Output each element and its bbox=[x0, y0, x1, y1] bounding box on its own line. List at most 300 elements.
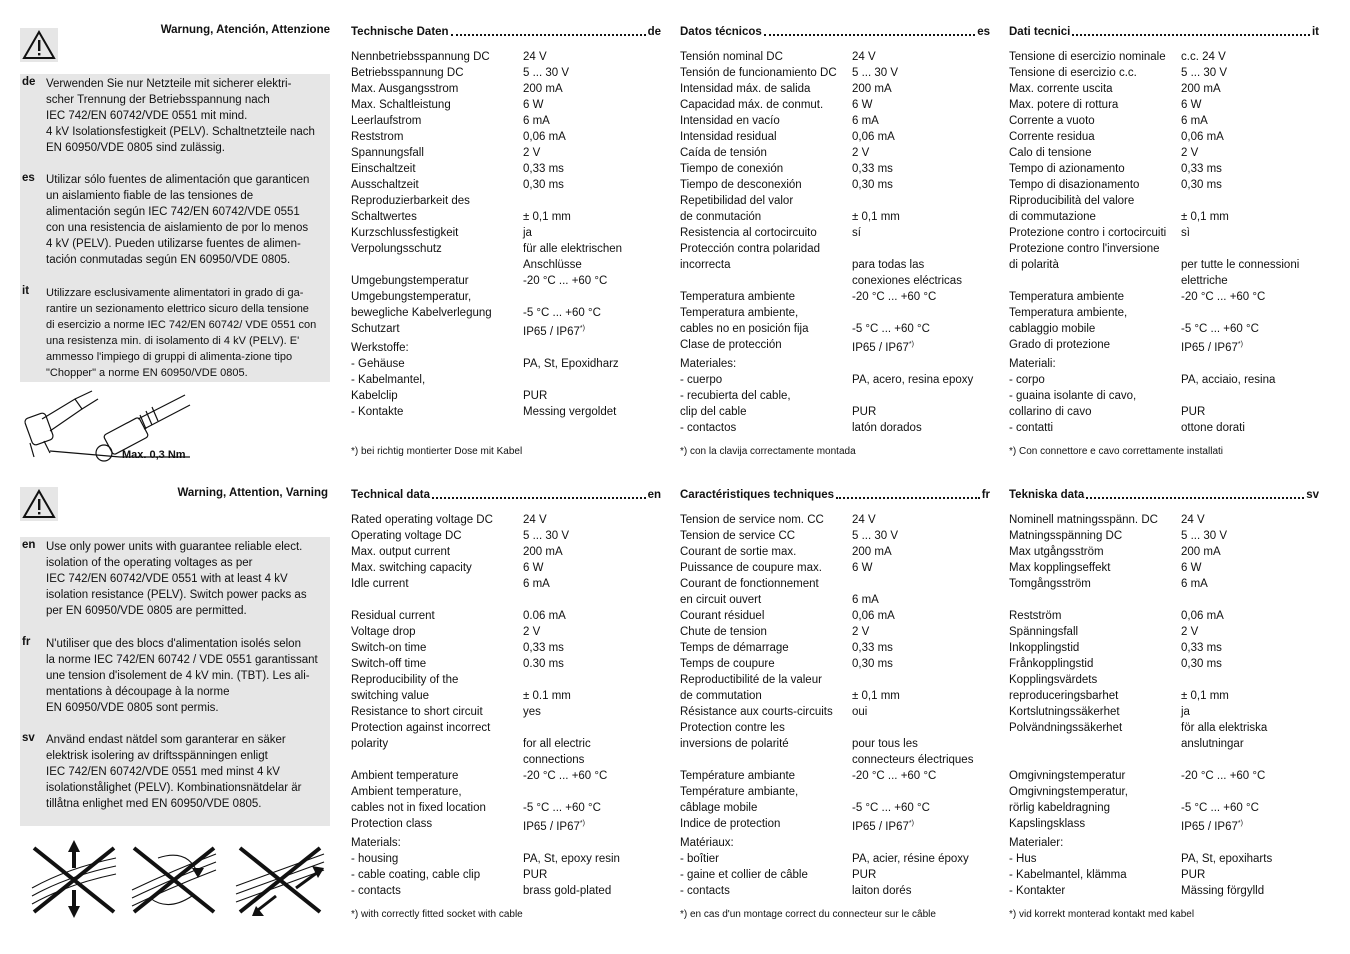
spec-value: PA, St, Epoxidharz bbox=[523, 357, 619, 370]
spec-label: - cable coating, cable clip bbox=[351, 868, 481, 881]
spec-row bbox=[1009, 49, 1319, 65]
spec-row bbox=[680, 883, 990, 899]
spec-row bbox=[351, 883, 661, 899]
spec-label: Tension de service nom. CC bbox=[680, 514, 824, 526]
spec-value: för alla elektriska anslutningar bbox=[1181, 722, 1268, 750]
spec-row bbox=[1009, 193, 1319, 225]
spec-value: 0,06 mA bbox=[852, 131, 895, 143]
lang-code: fr bbox=[22, 636, 31, 648]
spec-label: Tensione di esercizio nominale bbox=[1009, 51, 1166, 63]
spec-value: 6 W bbox=[523, 562, 544, 574]
footnote-de: *) bei richtig montierter Dose mit Kabel bbox=[351, 446, 523, 457]
spec-label: Courant résiduel bbox=[680, 610, 765, 622]
spec-row bbox=[1009, 883, 1319, 899]
spec-value: ottone dorati bbox=[1181, 421, 1245, 434]
spec-row bbox=[351, 592, 661, 608]
spec-row bbox=[351, 404, 661, 420]
spec-label: Indice de protection bbox=[680, 818, 781, 830]
spec-row bbox=[351, 640, 661, 656]
spec-row bbox=[1009, 356, 1319, 372]
spec-label: Rated operating voltage DC bbox=[351, 514, 493, 526]
spec-value: 0,30 ms bbox=[1181, 658, 1222, 670]
warning-sv bbox=[22, 732, 330, 812]
spec-value: 6 W bbox=[1181, 562, 1202, 574]
spec-row bbox=[680, 356, 990, 372]
tech-data-es bbox=[680, 24, 990, 436]
spec-row bbox=[351, 177, 661, 193]
spec-label: Max. corrente uscita bbox=[1009, 83, 1113, 95]
spec-value: 24 V bbox=[1181, 514, 1205, 526]
tech-data-title bbox=[1009, 487, 1319, 503]
spec-label: Resistance to short circuit bbox=[351, 706, 483, 718]
spec-label: - Gehäuse bbox=[351, 357, 405, 370]
spec-label: - contatti bbox=[1009, 421, 1054, 434]
spec-label: Courant de sortie max. bbox=[680, 546, 797, 558]
spec-row bbox=[1009, 560, 1319, 576]
spec-value: -20 °C ... +60 °C bbox=[523, 275, 608, 287]
spec-label: Ausschaltzeit bbox=[351, 179, 419, 191]
spec-row bbox=[351, 672, 661, 704]
spec-label: Protezione contro i cortocircuiti bbox=[1009, 227, 1167, 239]
spec-row bbox=[351, 49, 661, 65]
spec-value: 200 mA bbox=[523, 546, 563, 558]
leader-dots bbox=[432, 487, 646, 499]
spec-row bbox=[351, 372, 661, 404]
spec-row bbox=[351, 193, 661, 225]
spec-label: - recubierta del cable, clip del cable bbox=[680, 389, 791, 418]
spec-value: -20 °C ... +60 °C bbox=[852, 770, 937, 782]
spec-row bbox=[680, 145, 990, 161]
spec-label: Max. potere di rottura bbox=[1009, 99, 1119, 111]
spec-label: Temps de coupure bbox=[680, 658, 775, 670]
spec-row bbox=[1009, 867, 1319, 883]
spec-row bbox=[1009, 640, 1319, 656]
warning-text: Använd endast nätdel som garanterar en säker elektrisk isolering av driftsspänningen enligt IEC 742/EN 60742/VDE 0551 med minst 4 kV isolationstålighet (PELV). Kombinationsnätdelar är tillåtna enlighet med EN 60950/VDE 0805. bbox=[46, 734, 302, 810]
leader-dots bbox=[1072, 24, 1310, 36]
spec-value: PUR bbox=[1181, 405, 1206, 418]
footnote-fr: *) en cas d'un montage correct du connecteur sur le câble bbox=[680, 909, 936, 920]
spec-value: -5 °C ... +60 °C bbox=[852, 323, 930, 335]
spec-value: -20 °C ... +60 °C bbox=[523, 770, 608, 782]
spec-row bbox=[351, 161, 661, 177]
lang-code: de bbox=[22, 76, 36, 88]
spec-value: -5 °C ... +60 °C bbox=[1181, 802, 1259, 814]
spec-row bbox=[351, 624, 661, 640]
spec-label: Polvändningssäkerhet bbox=[1009, 722, 1123, 734]
spec-label: Materiali: bbox=[1009, 357, 1056, 370]
spec-value: -20 °C ... +60 °C bbox=[1181, 291, 1266, 303]
lang-code: de bbox=[647, 26, 661, 38]
spec-value: 2 V bbox=[523, 147, 541, 159]
spec-label: Repetibilidad del valor de conmutación bbox=[680, 195, 794, 223]
spec-value: per tutte le connessioni elettriche bbox=[1181, 259, 1300, 287]
lang-code: it bbox=[1311, 26, 1319, 38]
spec-row bbox=[351, 608, 661, 624]
spec-label: - cuerpo bbox=[680, 373, 723, 386]
warning-title-top: Warnung, Atención, Attenzione bbox=[160, 24, 330, 36]
spec-label: Nennbetriebsspannung DC bbox=[351, 51, 490, 63]
spec-row bbox=[680, 640, 990, 656]
spec-value: c.c. 24 V bbox=[1181, 51, 1226, 63]
tech-data-sv bbox=[1009, 487, 1319, 899]
spec-label: Max utgångsström bbox=[1009, 546, 1104, 558]
spec-value: 0,06 mA bbox=[1181, 610, 1224, 622]
spec-label: Einschaltzeit bbox=[351, 163, 416, 175]
spec-value: 6 W bbox=[852, 562, 873, 574]
spec-label: Calo di tensione bbox=[1009, 147, 1092, 159]
tech-data-it bbox=[1009, 24, 1319, 436]
warning-it bbox=[22, 285, 330, 381]
spec-label: Resistencia al cortocircuito bbox=[680, 227, 817, 239]
spec-row bbox=[680, 576, 990, 608]
spec-value: PUR bbox=[1181, 868, 1206, 881]
spec-value: 6 mA bbox=[852, 115, 879, 127]
spec-value: PA, acier, résine époxy bbox=[852, 852, 969, 865]
tech-data-de bbox=[351, 24, 661, 420]
title-text: Technical data bbox=[351, 489, 431, 501]
spec-value: 0,30 ms bbox=[852, 179, 893, 191]
spec-value bbox=[852, 835, 990, 851]
spec-row bbox=[351, 97, 661, 113]
spec-label: Spannungsfall bbox=[351, 147, 424, 159]
spec-label: Max. output current bbox=[351, 546, 451, 558]
spec-row bbox=[1009, 672, 1319, 704]
spec-value: 24 V bbox=[852, 514, 876, 526]
spec-label: Restström bbox=[1009, 610, 1062, 622]
spec-value: PUR bbox=[523, 868, 548, 881]
spec-label: - contacts bbox=[680, 884, 730, 897]
spec-value: PUR bbox=[523, 389, 548, 402]
spec-row bbox=[680, 704, 990, 720]
spec-row bbox=[351, 851, 661, 867]
spec-value: für alle elektrischen Anschlüsse bbox=[523, 243, 623, 271]
spec-value: 0,06 mA bbox=[523, 131, 566, 143]
spec-value: 6 mA bbox=[852, 594, 879, 606]
torque-label: Max. 0,3 Nm bbox=[122, 449, 186, 461]
spec-value: 2 V bbox=[852, 626, 870, 638]
spec-label: Tempo di azionamento bbox=[1009, 163, 1125, 175]
leader-dots bbox=[451, 24, 646, 36]
spec-row bbox=[680, 512, 990, 528]
spec-row bbox=[351, 241, 661, 273]
warning-text: Verwenden Sie nur Netzteile mit sicherer elektri- scher Trennung der Betriebsspannung nach IEC 742/EN 60742/VDE 0551 mit mind. 4 kV Isolationsfestigkeit (PELV). Schaltnetzteile nach EN 60950/VDE 0805 sind zulässig. bbox=[46, 78, 315, 154]
spec-label: - housing bbox=[351, 852, 399, 865]
spec-row bbox=[1009, 145, 1319, 161]
spec-row bbox=[1009, 576, 1319, 592]
spec-label: Temperatura ambiente, cablaggio mobile bbox=[1009, 307, 1128, 335]
spec-label: - boîtier bbox=[680, 852, 719, 865]
spec-row bbox=[1009, 337, 1319, 356]
spec-label: Protection class bbox=[351, 818, 433, 830]
spec-label: Intensidad en vacío bbox=[680, 115, 780, 127]
spec-row bbox=[351, 512, 661, 528]
spec-label: Protección contra polaridad incorrecta bbox=[680, 243, 820, 271]
spec-value: 5 ... 30 V bbox=[523, 67, 570, 79]
spec-label: Switch-on time bbox=[351, 642, 427, 654]
spec-row bbox=[680, 388, 990, 420]
spec-label: Omgivningstemperatur, rörlig kabeldragning bbox=[1009, 786, 1128, 814]
title-text: Dati tecnici bbox=[1009, 26, 1071, 38]
spec-label: Ambient temperature bbox=[351, 770, 459, 782]
spec-label: Operating voltage DC bbox=[351, 530, 462, 542]
spec-value: for all electric connections bbox=[523, 738, 591, 766]
spec-row bbox=[680, 544, 990, 560]
lang-code: it bbox=[22, 285, 30, 297]
spec-label: Kapslingsklass bbox=[1009, 818, 1086, 830]
spec-label: Température ambiante, câblage mobile bbox=[680, 786, 799, 814]
spec-label: Max. Ausgangsstrom bbox=[351, 83, 459, 95]
spec-value: 200 mA bbox=[523, 83, 563, 95]
spec-label bbox=[1009, 592, 1181, 608]
spec-row bbox=[351, 340, 661, 356]
spec-value: 2 V bbox=[852, 147, 870, 159]
spec-value: ja bbox=[523, 227, 532, 239]
warning-en bbox=[22, 539, 330, 619]
spec-value: 5 ... 30 V bbox=[523, 530, 570, 542]
spec-row bbox=[1009, 81, 1319, 97]
spec-label: Courant de fonctionnement en circuit ouvert bbox=[680, 578, 819, 606]
spec-row bbox=[1009, 704, 1319, 720]
spec-label: - Kabelmantel, klämma bbox=[1009, 868, 1127, 881]
spec-label: Capacidad máx. de conmut. bbox=[680, 99, 824, 111]
spec-value: 0,30 ms bbox=[523, 179, 564, 191]
footnote-sv: *) vid korrekt monterad kontakt med kabel bbox=[1009, 909, 1195, 920]
spec-label: - Hus bbox=[1009, 852, 1037, 865]
spec-label: Protezione contro l'inversione di polarità bbox=[1009, 243, 1160, 271]
spec-value: PA, St, epoxy resin bbox=[523, 852, 620, 865]
spec-label: - Kontakte bbox=[351, 405, 404, 418]
spec-row bbox=[680, 784, 990, 816]
spec-row bbox=[680, 305, 990, 337]
spec-row bbox=[351, 704, 661, 720]
title-text: Caractéristiques techniques bbox=[680, 489, 835, 501]
spec-label: Betriebsspannung DC bbox=[351, 67, 464, 79]
footnote-it: *) Con connettore e cavo correttamente installati bbox=[1009, 446, 1223, 457]
spec-value: 0,33 ms bbox=[852, 642, 893, 654]
spec-row bbox=[351, 129, 661, 145]
spec-row bbox=[680, 193, 990, 225]
spec-label: - guaina isolante di cavo, collarino di cavo bbox=[1009, 389, 1137, 418]
spec-label: Materiales: bbox=[680, 357, 737, 370]
tech-data-title bbox=[680, 24, 990, 40]
spec-value: ± 0,1 mm bbox=[1181, 211, 1229, 223]
spec-row bbox=[1009, 720, 1319, 752]
spec-row bbox=[680, 289, 990, 305]
tech-data-title bbox=[351, 487, 661, 503]
spec-value: 0.30 ms bbox=[523, 658, 564, 670]
title-text: Technische Daten bbox=[351, 26, 449, 38]
spec-label: - contacts bbox=[351, 884, 401, 897]
spec-label: Tiempo de desconexión bbox=[680, 179, 802, 191]
spec-row bbox=[351, 784, 661, 816]
spec-row bbox=[1009, 592, 1319, 608]
spec-value: 6 W bbox=[852, 99, 873, 111]
spec-value: 0,33 ms bbox=[1181, 642, 1222, 654]
spec-value: 0,06 mA bbox=[1181, 131, 1224, 143]
spec-label: Umgebungstemperatur bbox=[351, 275, 469, 287]
spec-label: Intensidad máx. de salida bbox=[680, 83, 811, 95]
spec-row bbox=[1009, 528, 1319, 544]
spec-value: 2 V bbox=[1181, 147, 1199, 159]
spec-label: Reproducibility of the switching value bbox=[351, 674, 459, 702]
spec-row bbox=[680, 420, 990, 436]
spec-row bbox=[1009, 388, 1319, 420]
leader-dots bbox=[764, 24, 975, 36]
warning-de bbox=[22, 76, 330, 156]
spec-row bbox=[680, 177, 990, 193]
spec-value: ± 0,1 mm bbox=[1181, 690, 1229, 702]
spec-row bbox=[1009, 420, 1319, 436]
spec-label: - corpo bbox=[1009, 373, 1045, 386]
spec-value: IP65 / IP67*) bbox=[852, 820, 914, 833]
spec-value: -20 °C ... +60 °C bbox=[1181, 770, 1266, 782]
spec-value: 5 ... 30 V bbox=[1181, 530, 1228, 542]
spec-value: 6 mA bbox=[523, 115, 550, 127]
spec-value: 5 ... 30 V bbox=[1181, 67, 1228, 79]
spec-value: 5 ... 30 V bbox=[852, 530, 899, 542]
spec-row bbox=[680, 225, 990, 241]
spec-label: Schutzart bbox=[351, 323, 400, 335]
spec-label: Riproducibilità del valore di commutazione bbox=[1009, 195, 1135, 223]
footnote-en: *) with correctly fitted socket with cable bbox=[351, 909, 523, 920]
spec-value: sí bbox=[852, 227, 861, 239]
lang-code: fr bbox=[981, 489, 990, 501]
tech-data-title bbox=[1009, 24, 1319, 40]
warning-text: Use only power units with guarantee reliable elect. isolation of the operating voltages as per IEC 742/EN 60742/VDE 0551 with at least 4 kV isolation resistance (PELV). Switch power packs as per EN 60950/VDE 0805 are permitted. bbox=[46, 541, 307, 617]
spec-label: Protection contre les inversions de polarité bbox=[680, 722, 789, 750]
spec-value: 24 V bbox=[852, 51, 876, 63]
spec-label: Matériaux: bbox=[680, 836, 734, 849]
spec-row bbox=[351, 81, 661, 97]
spec-value: para todas las conexiones eléctricas bbox=[852, 259, 962, 287]
spec-label: Résistance aux courts-circuits bbox=[680, 706, 833, 718]
spec-label: - Kabelmantel, Kabelclip bbox=[351, 373, 426, 402]
spec-label: Reproduzierbarkeit des Schaltwertes bbox=[351, 195, 470, 223]
spec-value bbox=[1181, 835, 1319, 851]
spec-value: 200 mA bbox=[852, 546, 892, 558]
spec-label: Temperatura ambiente bbox=[1009, 291, 1125, 303]
spec-row bbox=[351, 867, 661, 883]
spec-row bbox=[680, 337, 990, 356]
spec-row bbox=[680, 129, 990, 145]
spec-row bbox=[351, 289, 661, 321]
spec-label: Protection against incorrect polarity bbox=[351, 722, 491, 750]
spec-value: IP65 / IP67*) bbox=[1181, 820, 1243, 833]
spec-row bbox=[351, 113, 661, 129]
spec-value: 0,33 ms bbox=[852, 163, 893, 175]
warning-triangle-icon bbox=[20, 487, 58, 521]
warning-text: Utilizzare esclusivamente alimentatori in grado di ga- rantire un sezionamento elettrico sicuro della tensione di esercizio a norme IEC 742/EN 60742/ VDE 0551 con una resistenza min. di isolamento di 4 kV (PELV). E' ammesso l'impiego di gruppi di alimenta-zione tipo "Chopper" a norme EN 60950/VDE 0805. bbox=[46, 287, 317, 379]
spec-value: 0,30 ms bbox=[1181, 179, 1222, 191]
spec-value: 200 mA bbox=[1181, 83, 1221, 95]
spec-value: PA, acciaio, resina bbox=[1181, 373, 1276, 386]
spec-label: Residual current bbox=[351, 610, 435, 622]
spec-label: Omgivningstemperatur bbox=[1009, 770, 1126, 782]
spec-row bbox=[351, 560, 661, 576]
spec-row bbox=[351, 528, 661, 544]
spec-label: Tensión de funcionamiento DC bbox=[680, 67, 837, 79]
spec-row bbox=[680, 672, 990, 704]
spec-label: Clase de protección bbox=[680, 339, 782, 351]
spec-row bbox=[1009, 177, 1319, 193]
leader-dots bbox=[836, 487, 980, 499]
warning-triangle-icon bbox=[20, 28, 58, 62]
spec-value: ± 0,1 mm bbox=[852, 690, 900, 702]
spec-label: Kopplingsvärdets reproduceringsbarhet bbox=[1009, 674, 1119, 702]
spec-value: 0,33 ms bbox=[1181, 163, 1222, 175]
warning-title-bottom: Warning, Attention, Varning bbox=[177, 487, 328, 499]
spec-label: Tomgångsström bbox=[1009, 578, 1091, 590]
spec-row bbox=[680, 720, 990, 768]
spec-row bbox=[680, 816, 990, 835]
spec-label: Verpolungsschutz bbox=[351, 243, 442, 255]
spec-row bbox=[1009, 65, 1319, 81]
spec-value: ± 0,1 mm bbox=[852, 211, 900, 223]
spec-row bbox=[1009, 608, 1319, 624]
spec-row bbox=[680, 161, 990, 177]
spec-row bbox=[1009, 305, 1319, 337]
spec-label: Tensione di esercizio c.c. bbox=[1009, 67, 1137, 79]
spec-label: Puissance de coupure max. bbox=[680, 562, 822, 574]
spec-label: Chute de tension bbox=[680, 626, 767, 638]
spec-value bbox=[523, 835, 661, 851]
lang-code: en bbox=[647, 489, 661, 501]
spec-label bbox=[1009, 752, 1181, 768]
spec-value: latón dorados bbox=[852, 421, 922, 434]
spec-value: Mässing förgylld bbox=[1181, 884, 1265, 897]
spec-label: Temperatura ambiente, cables no en posición fija bbox=[680, 307, 809, 335]
spec-label: Max. switching capacity bbox=[351, 562, 472, 574]
spec-row bbox=[680, 81, 990, 97]
spec-value: 24 V bbox=[523, 51, 547, 63]
spec-row bbox=[1009, 752, 1319, 768]
spec-value: IP65 / IP67*) bbox=[852, 341, 914, 354]
spec-label: Inkopplingstid bbox=[1009, 642, 1080, 654]
spec-label: Reststrom bbox=[351, 131, 404, 143]
spec-row bbox=[351, 768, 661, 784]
spec-value: ± 0.1 mm bbox=[523, 690, 571, 702]
spec-label: Caída de tensión bbox=[680, 147, 767, 159]
spec-row bbox=[680, 65, 990, 81]
spec-value: pour tous les connecteurs électriques bbox=[852, 738, 974, 766]
spec-label: Max kopplingseffekt bbox=[1009, 562, 1111, 574]
spec-row bbox=[1009, 656, 1319, 672]
warning-text: Utilizar sólo fuentes de alimentación que garanticen un aislamiento fiable de las tensiones de alimentación según IEC 742/EN 60742/VDE 0551 con una resistencia de aislamiento de por lo menos 4 kV (PELV). Pueden utilizarse fuentes de alimen- tación conmutadas según EN 60950/VDE 0805. bbox=[46, 174, 310, 266]
spec-value: 0,33 ms bbox=[523, 163, 564, 175]
spec-value: 200 mA bbox=[1181, 546, 1221, 558]
spec-row bbox=[351, 816, 661, 835]
lang-code: en bbox=[22, 539, 36, 551]
lang-code: sv bbox=[1306, 489, 1319, 501]
tech-data-title bbox=[351, 24, 661, 40]
cable-pull-illustration bbox=[232, 838, 328, 920]
spec-value: PA, St, epoxiharts bbox=[1181, 852, 1273, 865]
spec-row bbox=[680, 656, 990, 672]
spec-value: ja bbox=[1181, 706, 1190, 718]
spec-row bbox=[351, 145, 661, 161]
spec-value: IP65 / IP67*) bbox=[523, 820, 585, 833]
spec-row bbox=[680, 97, 990, 113]
tech-data-en bbox=[351, 487, 661, 899]
spec-row bbox=[351, 576, 661, 592]
spec-label: - Kontakter bbox=[1009, 884, 1066, 897]
cable-crush-illustration bbox=[28, 838, 120, 920]
spec-label bbox=[351, 592, 523, 608]
spec-label: Umgebungstemperatur, bewegliche Kabelverlegung bbox=[351, 291, 492, 319]
spec-value: 6 W bbox=[523, 99, 544, 111]
spec-value: -5 °C ... +60 °C bbox=[523, 307, 601, 319]
spec-value: 24 V bbox=[523, 514, 547, 526]
